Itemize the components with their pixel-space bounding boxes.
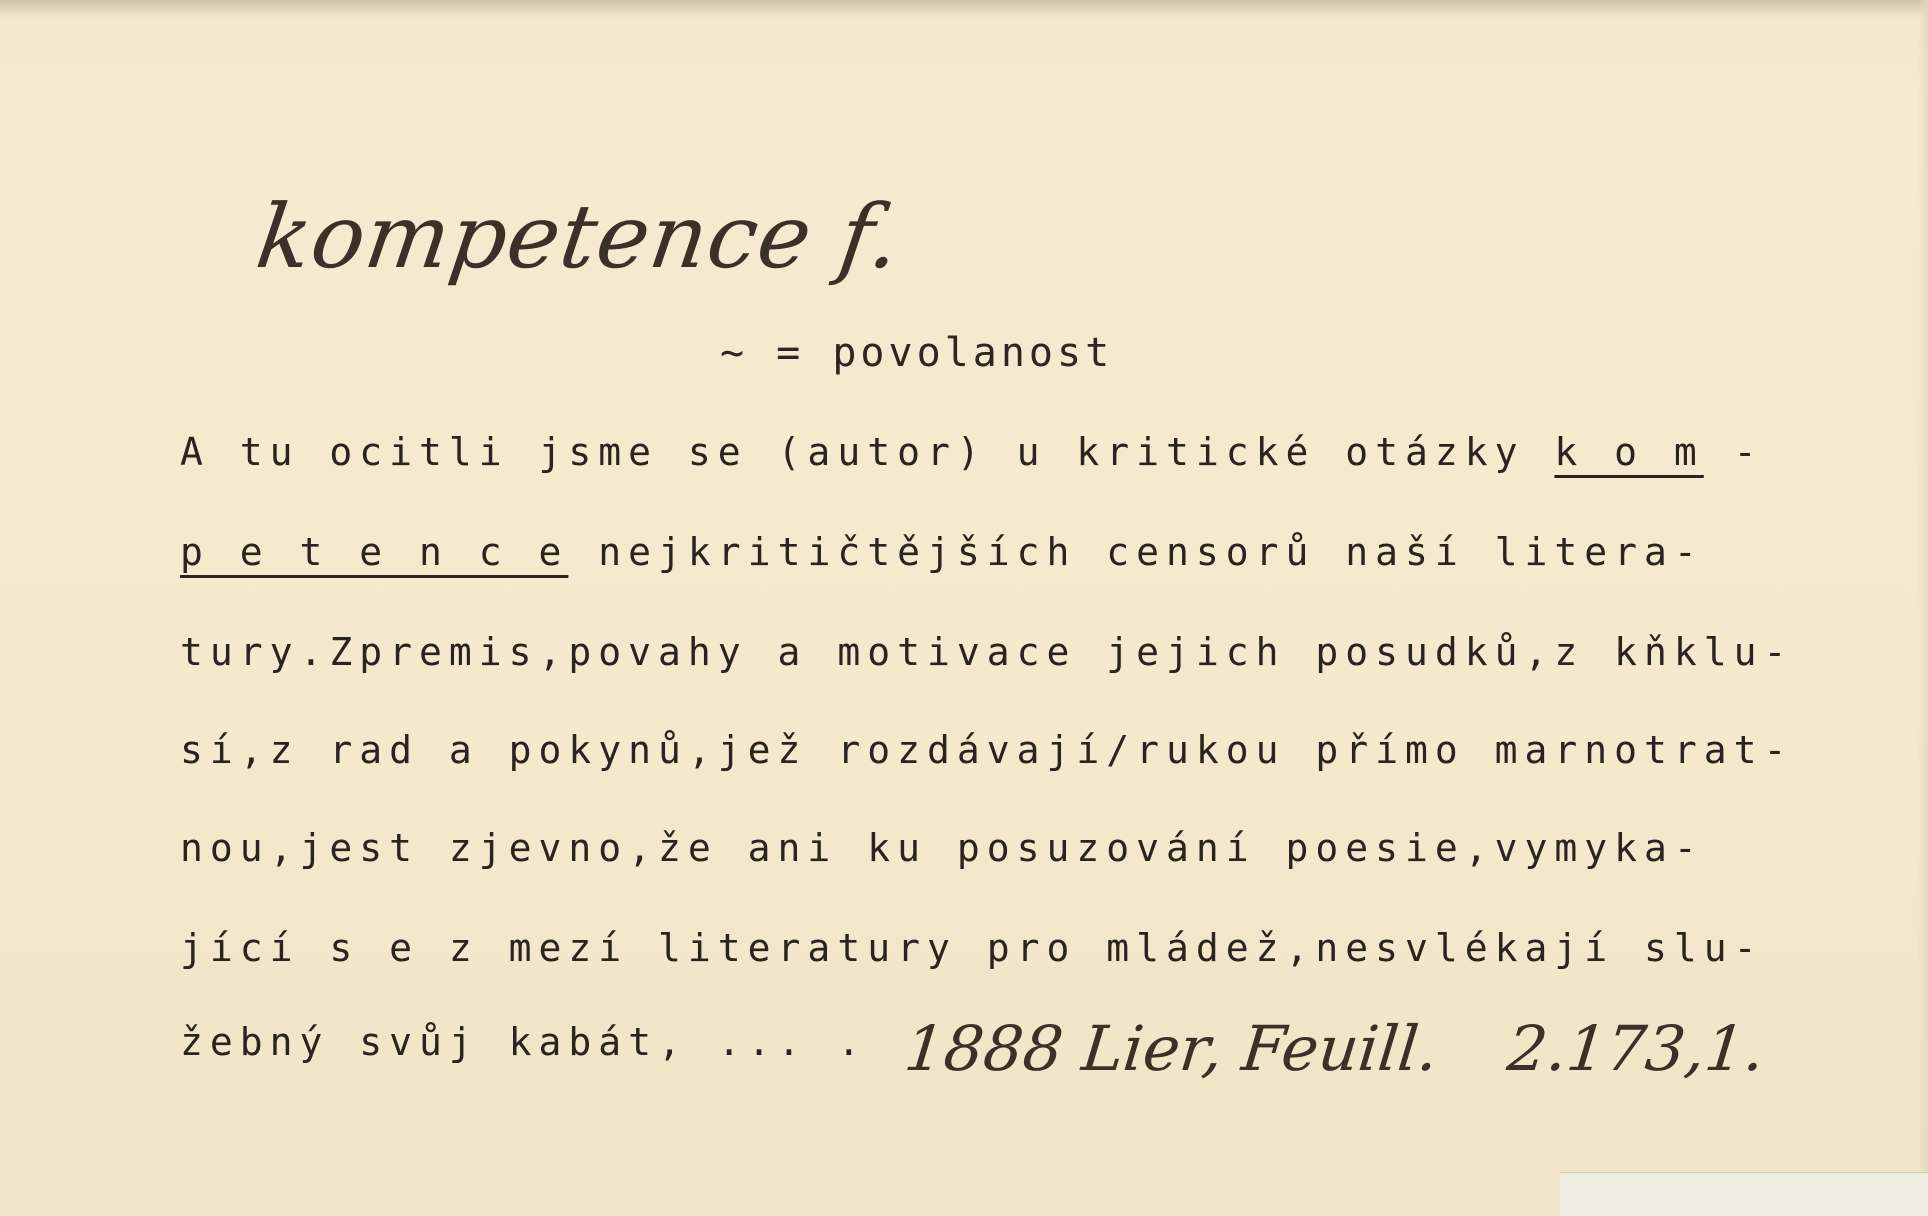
text-line [180,1020,867,1064]
text-line [180,530,1704,574]
text-segment: sí,z rad a pokynů,jež rozdávají/rukou přímo marnotrat- [180,728,1794,772]
headword: kompetence f. [250,185,908,288]
text-line [180,926,1764,970]
definition: ~ = povolanost [720,330,1114,376]
adjacent-paper-strip [1560,1172,1928,1216]
text-segment: - [1703,430,1764,474]
text-segment: tury.Zpremis,povahy a motivace jejich posudků,z kňklu- [180,630,1794,674]
text-line [180,826,1704,870]
citation-source: 1888 Lier, Feuill. [901,1012,1442,1085]
text-line [180,630,1793,674]
handwritten-citation [901,1012,1768,1085]
text-line [180,728,1793,772]
text-segment: nejkritičtějších censorů naší litera- [568,530,1704,574]
text-segment: A tu ocitli jsme se (autor) u kritické otázky [180,430,1555,474]
citation-page: 2.173,1. [1504,1012,1769,1085]
underlined-term: k o m [1554,430,1704,474]
text-segment: žebný svůj kabát, ... . [180,1020,868,1064]
text-line [180,430,1764,474]
underlined-term: p e t e n c e [180,530,569,574]
text-segment: jící s e z mezí literatury pro mládež,nesvlékají slu- [180,926,1764,970]
top-edge-shadow [0,0,1928,18]
right-edge-shadow [1918,0,1928,1216]
text-segment: nou,jest zjevno,že ani ku posuzování poesie,vymyka- [180,826,1704,870]
